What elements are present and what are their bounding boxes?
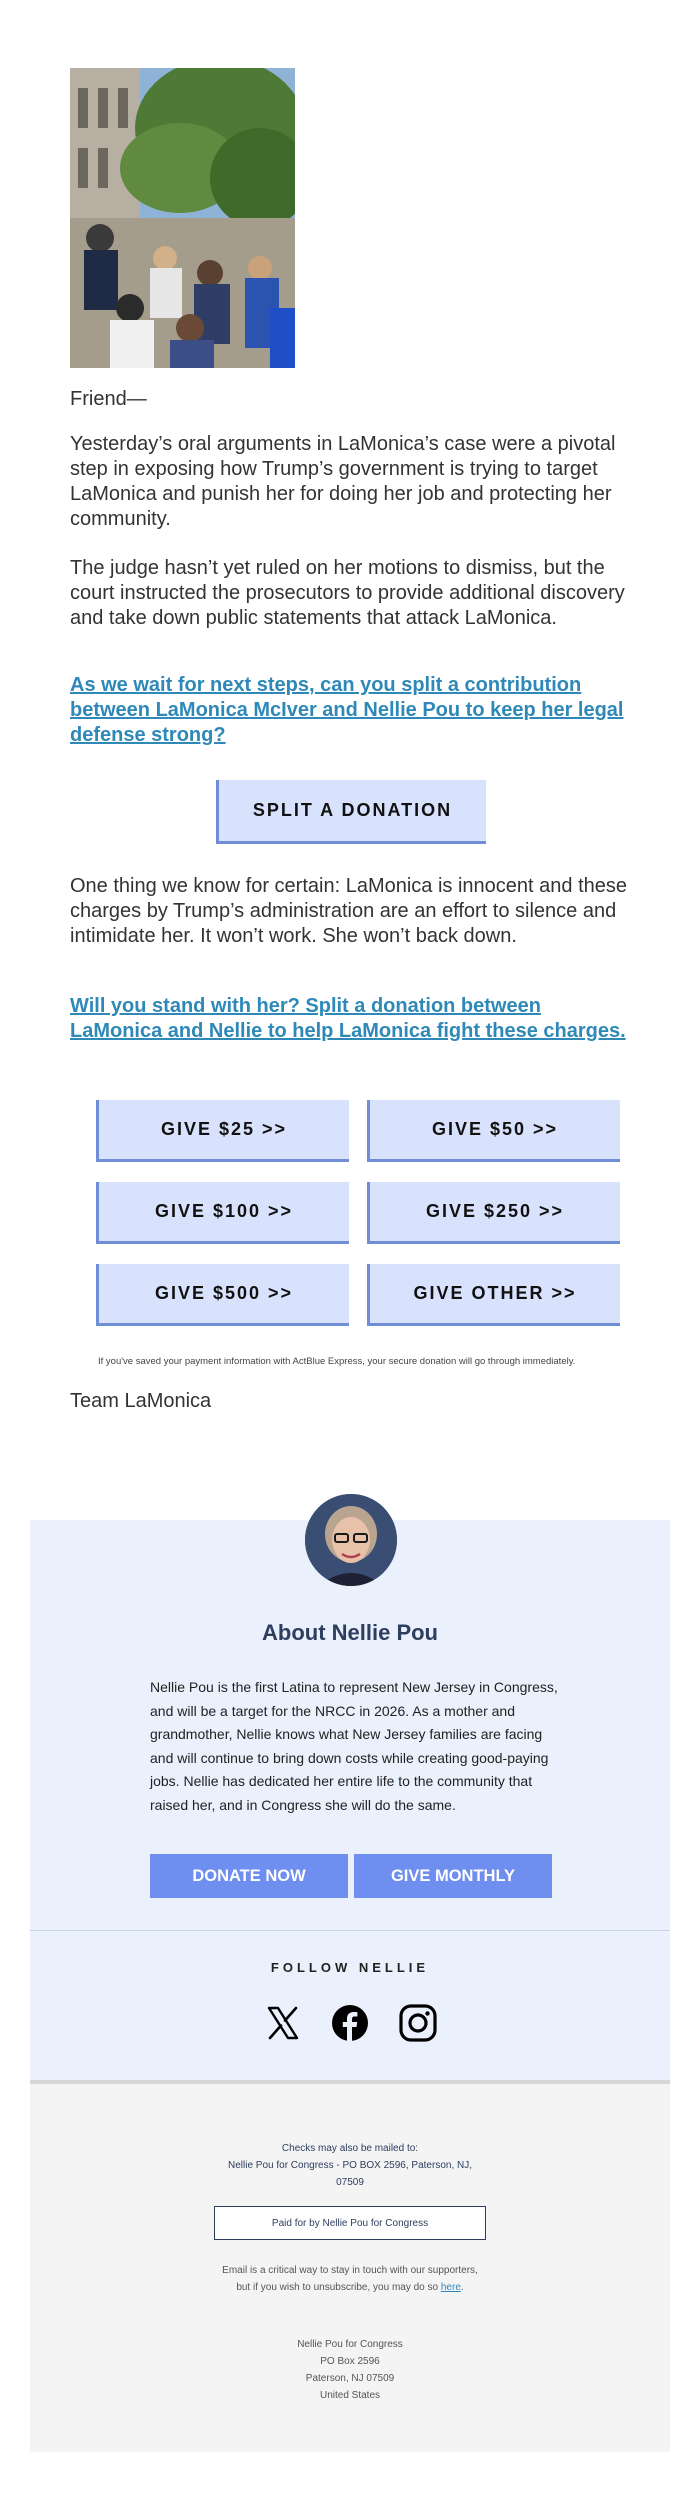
address-line: Nellie Pou for Congress	[297, 2339, 403, 2350]
email-text: Email is a critical way to stay in touch with our supporters, but if you wish to unsubscribe, you may do so	[222, 2265, 478, 2293]
address-line: Paterson, NJ 07509	[305, 2373, 395, 2384]
give-25-button[interactable]: GIVE $25 >>	[96, 1100, 349, 1162]
follow-title: FOLLOW NELLIE	[270, 1960, 430, 1975]
hero-photo	[70, 68, 295, 368]
actblue-disclaimer: If you've saved your payment information with ActBlue Express, your secure donation will go through immediately.	[98, 1356, 576, 1367]
give-250-button[interactable]: GIVE $250 >>	[367, 1182, 620, 1244]
x-icon[interactable]	[263, 2003, 303, 2043]
address-line: PO Box 2596	[320, 2356, 380, 2367]
split-contribution-link[interactable]: As we wait for next steps, can you split a contribution between LaMonica McIver and Nellie Pou to keep her legal defense strong?	[70, 674, 624, 746]
unsubscribe-text: Email is a critical way to stay in touch with our supporters, but if you wish to unsubscribe, you may do so here.	[222, 2265, 478, 2293]
give-other-button[interactable]: GIVE OTHER >>	[367, 1264, 620, 1326]
stand-with-her-link[interactable]: Will you stand with her? Split a donation between LaMonica and Nellie to help LaMonica fight these charges.	[70, 995, 626, 1042]
paid-for-box	[214, 2206, 486, 2240]
instagram-icon[interactable]	[398, 2003, 438, 2043]
paragraph-2: The judge hasn’t yet ruled on her motions to dismiss, but the court instructed the prosecutors to provide additional discovery and take down public statements that attack LaMonica.	[70, 557, 625, 629]
paragraph-3: One thing we know for certain: LaMonica is innocent and these charges by Trump’s administration are an effort to silence and intimidate her. It won’t work. She won’t back down.	[70, 875, 627, 947]
unsubscribe-link[interactable]: here	[440, 2282, 461, 2293]
give-monthly-button[interactable]: GIVE MONTHLY	[354, 1854, 552, 1898]
about-title: About Nellie Pou	[262, 1620, 438, 1645]
address-line: United States	[319, 2390, 381, 2401]
about-text: Nellie Pou is the first Latina to represent New Jersey in Congress, and will be a target for the NRCC in 2026. As a mother and grandmother, Nellie knows what New Jersey families are facing and will continue to bring down costs while creating good-paying jobs. Nellie has dedicated her entire life to the community that raised her, and in Congress she will do the same.	[150, 1679, 558, 1813]
paid-for-text: Paid for by Nellie Pou for Congress	[271, 2217, 429, 2229]
give-100-button[interactable]: GIVE $100 >>	[96, 1182, 349, 1244]
signoff: Team LaMonica	[70, 1390, 212, 1412]
footer-address	[220, 2336, 480, 2404]
avatar	[305, 1494, 397, 1586]
give-500-button[interactable]: GIVE $500 >>	[96, 1264, 349, 1326]
paragraph-1: Yesterday’s oral arguments in LaMonica’s case were a pivotal step in exposing how Trump’s government is trying to target LaMonica and punish her for doing her job and protecting her community.	[70, 433, 616, 530]
checks-line-1: Checks may also be mailed to:	[281, 2143, 419, 2154]
facebook-icon[interactable]	[330, 2003, 370, 2043]
checks-line-2: Nellie Pou for Congress - PO BOX 2596, Paterson, NJ, 07509	[228, 2160, 472, 2188]
donate-now-button[interactable]: DONATE NOW	[150, 1854, 348, 1898]
split-donation-button[interactable]: SPLIT A DONATION	[216, 780, 486, 844]
give-50-button[interactable]: GIVE $50 >>	[367, 1100, 620, 1162]
salutation: Friend—	[70, 388, 147, 410]
